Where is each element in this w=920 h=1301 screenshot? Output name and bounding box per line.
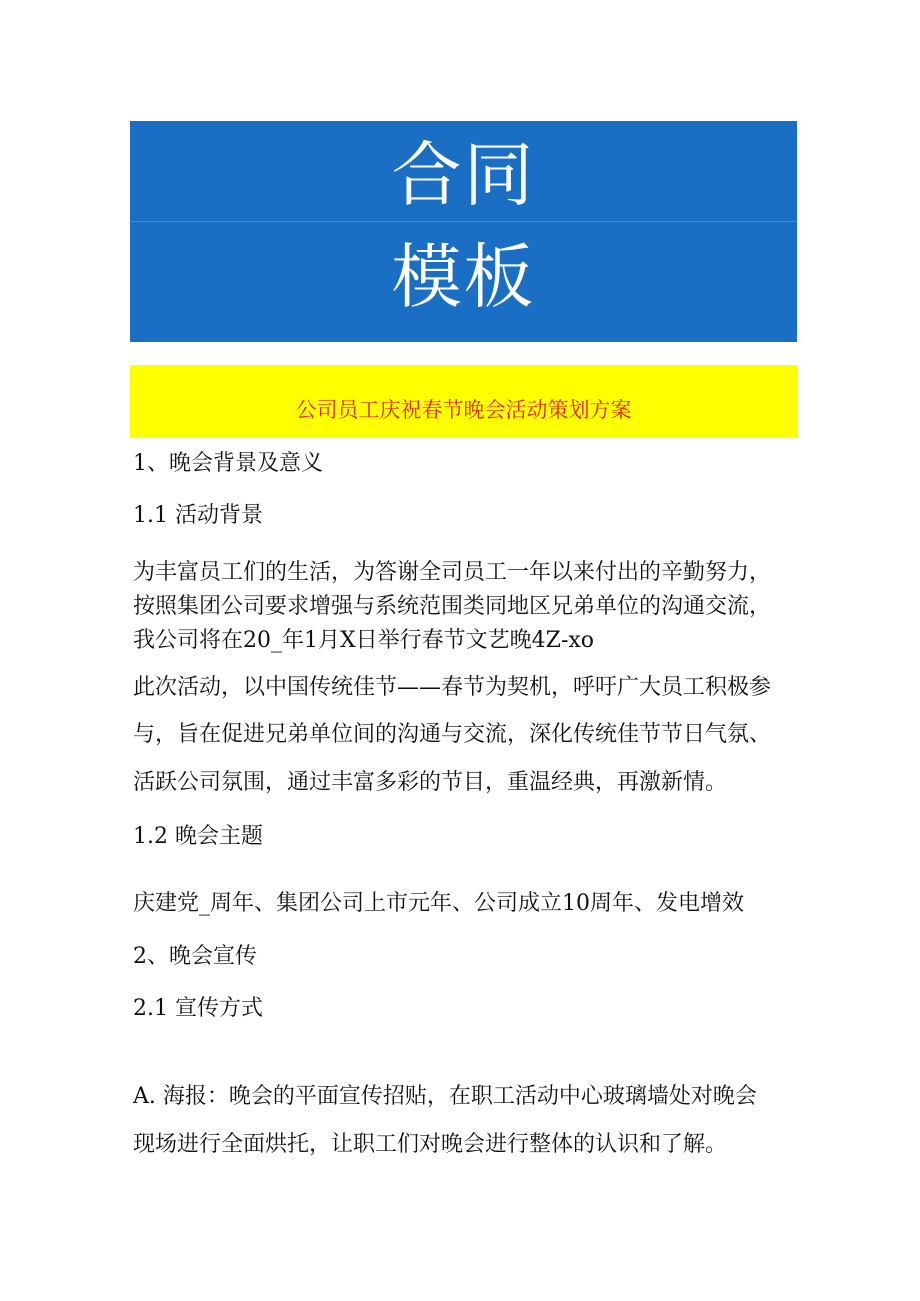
subsection-heading-1-2: 1.2 晚会主题	[133, 824, 263, 849]
banner-divider	[130, 221, 797, 222]
section-heading-1: 1、晚会背景及意义	[133, 451, 323, 476]
theme-text: 庆建党_周年、集团公司上市元年、公司成立10周年、发电增效	[133, 891, 744, 916]
promotion-item-a-line-2: 现场进行全面烘托，让职工们对晚会进行整体的认识和了解。	[133, 1132, 728, 1157]
promotion-item-a-line-1: A. 海报：晚会的平面宣传招贴，在职工活动中心玻璃墙处对晚会	[133, 1084, 757, 1109]
paragraph-1-line-3: 我公司将在20_年1月X日举行春节文艺晚4Z-xo	[133, 628, 595, 653]
document-title-bar	[130, 365, 797, 438]
subsection-heading-2-1: 2.1 宣传方式	[133, 996, 263, 1021]
cover-banner	[130, 121, 797, 342]
paragraph-2-line-3: 活跃公司氛围，通过丰富多彩的节目，重温经典，再激新情。	[133, 770, 728, 795]
paragraph-2-line-2: 与，旨在促进兄弟单位间的沟通与交流，深化传统佳节节日气氛、	[133, 722, 772, 747]
banner-title-line-1: 合同	[391, 134, 536, 216]
subsection-heading-1-1: 1.1 活动背景	[133, 503, 263, 528]
banner-title-line-2: 模板	[391, 236, 536, 318]
section-heading-2: 2、晚会宣传	[133, 944, 257, 969]
paragraph-2-line-1: 此次活动，以中国传统佳节——春节为契机，呼吁广大员工积极参	[133, 675, 772, 700]
paragraph-1-line-1: 为丰富员工们的生活，为答谢全司员工一年以来付出的辛勤努力，	[133, 560, 772, 585]
document-title: 公司员工庆祝春节晚会活动策划方案	[295, 398, 632, 422]
paragraph-1-line-2: 按照集团公司要求增强与系统范围类同地区兄弟单位的沟通交流，	[133, 594, 772, 619]
